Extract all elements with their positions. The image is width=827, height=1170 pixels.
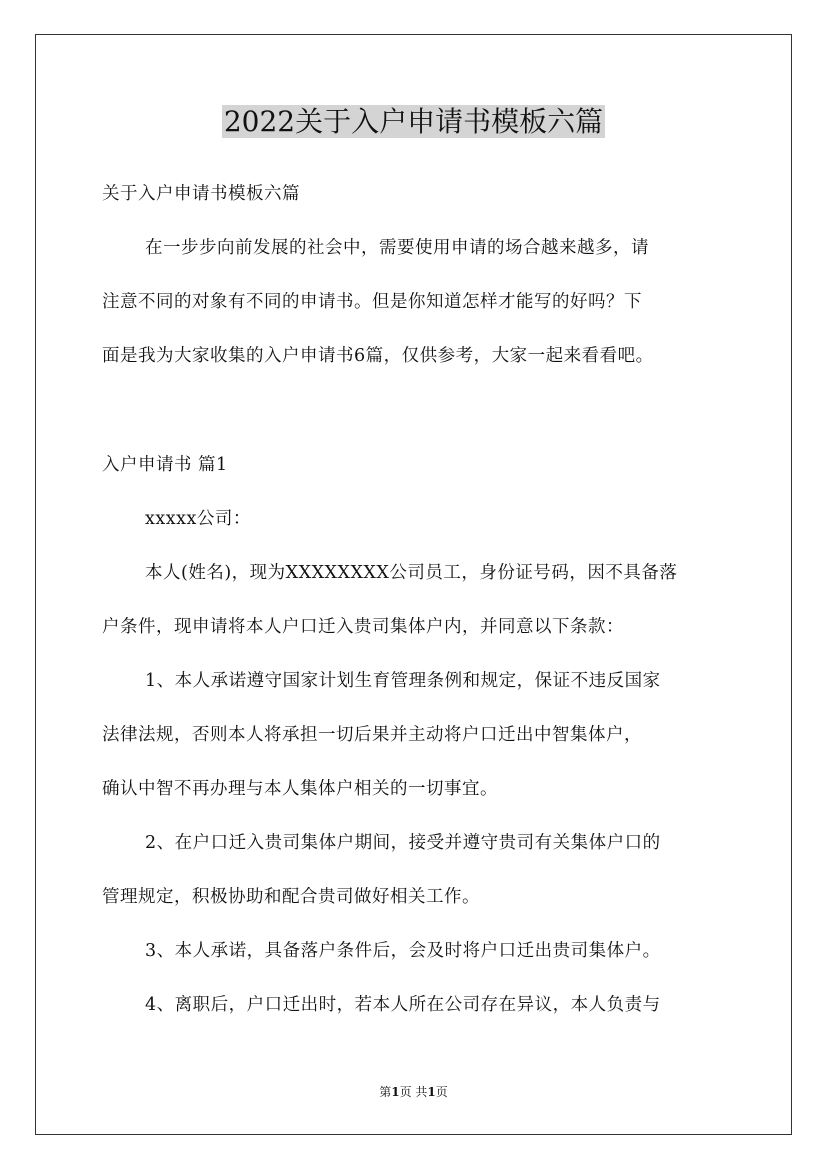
page-footer (0, 1084, 827, 1100)
item-2-line-1: 2、在户口迁入贵司集体户期间，接受并遵守贵司有关集体户口的 (145, 833, 661, 853)
footer-middle: 页 共 (399, 1085, 428, 1099)
item-3-line-1: 3、本人承诺，具备落户条件后，会及时将户口迁出贵司集体户。 (145, 941, 661, 961)
document-title (0, 102, 827, 142)
intro-line-2: 注意不同的对象有不同的申请书。但是你知道怎样才能写的好吗？下 (102, 292, 642, 312)
intro-line-1: 在一步步向前发展的社会中，需要使用申请的场合越来越多，请 (145, 238, 649, 258)
salutation: xxxxx公司： (145, 509, 251, 529)
footer-prefix: 第 (379, 1085, 392, 1099)
item-1-line-2: 法律法规，否则本人将承担一切后果并主动将户口迁出中智集体户， (102, 725, 642, 745)
footer-page-number: 1 (391, 1085, 400, 1099)
section-heading: 入户申请书 篇1 (102, 455, 228, 475)
footer-page-total: 1 (427, 1085, 436, 1099)
footer-suffix: 页 (435, 1085, 448, 1099)
document-title-text: 2022关于入户申请书模板六篇 (223, 105, 604, 138)
item-4-line-1: 4、离职后，户口迁出时，若本人所在公司存在异议，本人负责与 (145, 995, 661, 1015)
paragraph-1-line-2: 户条件，现申请将本人户口迁入贵司集体户内，并同意以下条款： (102, 617, 624, 637)
item-2-line-2: 管理规定，积极协助和配合贵司做好相关工作。 (102, 887, 480, 907)
item-1-line-1: 1、本人承诺遵守国家计划生育管理条例和规定，保证不违反国家 (145, 671, 661, 691)
item-1-line-3: 确认中智不再办理与本人集体户相关的一切事宜。 (102, 779, 498, 799)
document-subtitle: 关于入户申请书模板六篇 (102, 184, 300, 204)
paragraph-1-line-1: 本人(姓名)，现为XXXXXXXX公司员工，身份证号码，因不具备落 (145, 563, 678, 583)
intro-line-3: 面是我为大家收集的入户申请书6篇，仅供参考，大家一起来看看吧。 (102, 346, 654, 366)
